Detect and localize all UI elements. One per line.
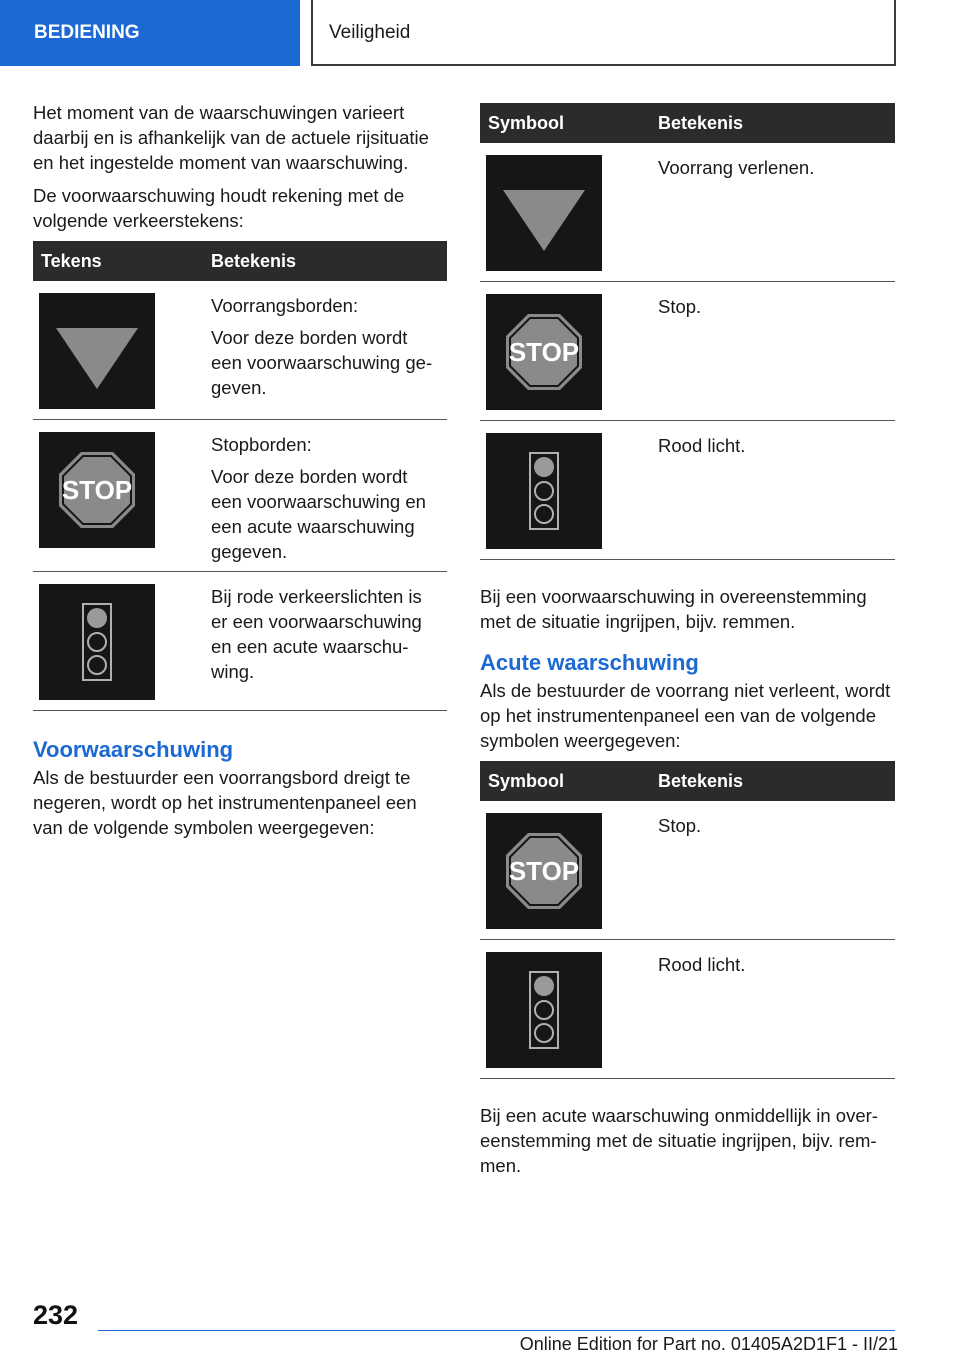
traffic-light-icon (486, 952, 602, 1068)
meaning-text: Stop. (658, 296, 702, 317)
intro-paragraph-2: De voorwaarschuwing houdt rekening met de volgende verkeerstekens: (33, 185, 405, 231)
column-header-symbol: Symbool (480, 761, 652, 801)
left-column (33, 100, 447, 848)
table-row (480, 801, 895, 940)
column-header-symbol: Symbool (480, 103, 652, 143)
section-heading-pre-warning: Voorwaarschuwing (33, 737, 234, 762)
meaning-text: Stop. (658, 815, 702, 836)
column-header-meaning: Betekenis (205, 241, 447, 281)
table-row (33, 420, 447, 572)
acute-warning-action-paragraph: Bij een acute waarschuwing onmiddellijk in overeenstemming met de situatie ingrijpen, bijv. remmen. (480, 1105, 878, 1176)
page-number: 232 (33, 1300, 79, 1330)
traffic-light-icon (486, 433, 602, 549)
table-row (480, 282, 895, 421)
meaning-text: Voor deze borden wordt een voorwaarschuwing en een acute waarschuwing gegeven. (211, 466, 426, 562)
meaning-text: Voor deze borden wordt een voorwaarschuwing gegeven. (211, 327, 433, 398)
column-header-meaning: Betekenis (652, 761, 895, 801)
pre-warning-paragraph: Als de bestuurder een voorrangsbord dreigt te negeren, wordt op het instrumentenpaneel een van de volgende symbolen weergegeven: (33, 767, 417, 838)
stop-sign-text: STOP (508, 856, 580, 886)
section-heading-acute-warning: Acute waarschuwing (480, 650, 699, 675)
pre-warning-action-paragraph: Bij een voorwaarschuwing in overeenstemming met de situatie ingrijpen, bijv. remmen. (480, 586, 867, 632)
meaning-text: Rood licht. (658, 954, 746, 975)
meaning-title: Stopborden: (211, 434, 312, 455)
stop-sign-icon (39, 432, 155, 548)
chapter-title: Veiligheid (311, 0, 896, 66)
pre-warning-symbols-table (480, 103, 895, 560)
meaning-text: Bij rode verkeerslichten is er een voorwaarschuwing en een acute waarschuwing. (211, 586, 422, 682)
table-row (480, 143, 895, 282)
table-row (33, 572, 447, 711)
table-row (480, 940, 895, 1079)
traffic-light-icon (39, 584, 155, 700)
section-tab: BEDIENING (0, 0, 300, 66)
acute-warning-intro: Als de bestuurder de voorrang niet verleent, wordt op het instrumentenpaneel een van de volgende symbolen weergegeven: (480, 680, 891, 751)
intro-paragraph-1: Het moment van de waarschuwingen varieert daarbij en is afhankelijk van de actuele rijsituatie en het ingestelde moment van waarschuwing. (33, 102, 429, 173)
column-header-signs: Tekens (33, 241, 205, 281)
traffic-signs-table (33, 241, 447, 711)
table-row (33, 281, 447, 420)
stop-sign-icon (486, 813, 602, 929)
right-column (480, 103, 895, 1186)
yield-sign-icon (486, 155, 602, 271)
yield-sign-icon (39, 293, 155, 409)
edition-note: Online Edition for Part no. 01405A2D1F1 - II/21 (519, 1334, 898, 1354)
meaning-title: Voorrangsborden: (211, 295, 359, 316)
table-row (480, 421, 895, 560)
footer-divider (98, 1330, 895, 1331)
meaning-text: Rood licht. (658, 435, 746, 456)
stop-sign-text: STOP (61, 475, 133, 505)
meaning-text: Voorrang verlenen. (658, 157, 815, 178)
stop-sign-text: STOP (508, 337, 580, 367)
acute-warning-symbols-table (480, 761, 895, 1079)
column-header-meaning: Betekenis (652, 103, 895, 143)
stop-sign-icon (486, 294, 602, 410)
